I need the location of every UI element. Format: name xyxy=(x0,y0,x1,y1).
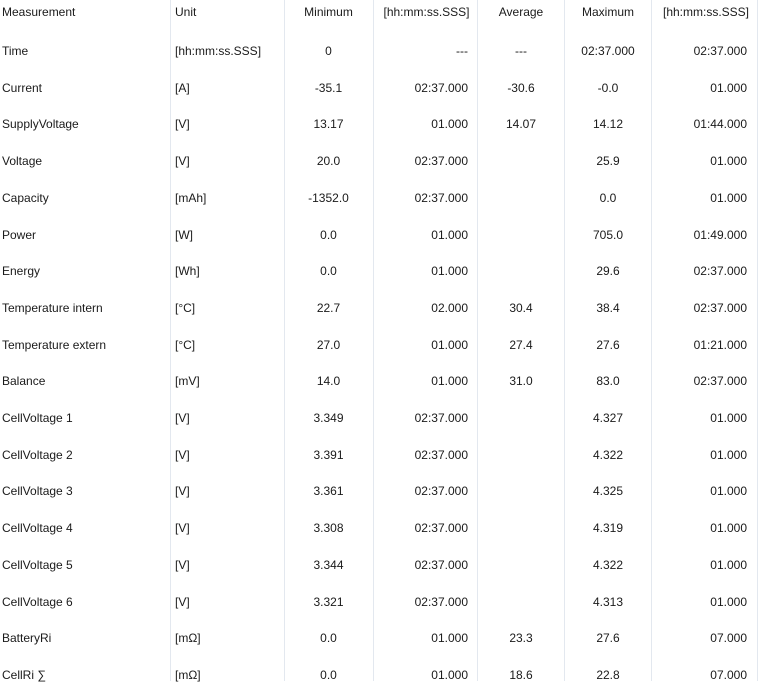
measurement-cell: Voltage xyxy=(2,154,43,168)
max-time-cell: 01.000 xyxy=(710,448,747,462)
max-time-cell: 01.000 xyxy=(710,558,747,572)
unit-cell: [V] xyxy=(175,117,190,131)
measurement-cell: SupplyVoltage xyxy=(2,117,79,131)
min-time-cell: --- xyxy=(456,44,468,58)
table-row[interactable] xyxy=(0,114,768,134)
header-average[interactable]: Average xyxy=(498,5,544,19)
maximum-cell: 22.8 xyxy=(596,668,620,682)
average-cell: 18.6 xyxy=(509,668,533,682)
table-row[interactable] xyxy=(0,628,768,648)
average-cell xyxy=(478,261,564,281)
maximum-cell: 705.0 xyxy=(592,228,624,242)
measurement-cell: CellRi ∑ xyxy=(2,668,46,682)
minimum-cell: 0.0 xyxy=(320,631,337,645)
average-cell xyxy=(478,592,564,612)
max-time-cell: 01.000 xyxy=(710,81,747,95)
min-time-cell: 02:37.000 xyxy=(414,81,468,95)
unit-cell: [hh:mm:ss.SSS] xyxy=(175,44,262,58)
measurement-cell: CellVoltage 1 xyxy=(2,411,73,425)
table-row[interactable] xyxy=(0,408,768,428)
header-min-time[interactable]: [hh:mm:ss.SSS] xyxy=(383,5,470,19)
minimum-cell: 3.321 xyxy=(313,595,344,609)
minimum-cell: 0.0 xyxy=(320,264,337,278)
maximum-cell: -0.0 xyxy=(597,81,619,95)
table-row[interactable] xyxy=(0,298,768,318)
unit-cell: [V] xyxy=(175,154,190,168)
min-time-cell: 01.000 xyxy=(431,631,468,645)
table-row[interactable] xyxy=(0,225,768,245)
table-row[interactable] xyxy=(0,335,768,355)
minimum-cell: -35.1 xyxy=(314,81,343,95)
unit-cell: [mΩ] xyxy=(175,631,201,645)
minimum-cell: 0.0 xyxy=(320,228,337,242)
average-cell: 30.4 xyxy=(509,301,533,315)
maximum-cell: 0.0 xyxy=(599,191,617,205)
unit-cell: [W] xyxy=(175,228,193,242)
measurement-cell: Balance xyxy=(2,374,46,388)
average-cell: 27.4 xyxy=(509,338,533,352)
unit-cell: [mΩ] xyxy=(175,668,201,682)
unit-cell: [V] xyxy=(175,558,190,572)
average-cell: 31.0 xyxy=(509,374,533,388)
max-time-cell: 02:37.000 xyxy=(693,301,747,315)
max-time-cell: 02:37.000 xyxy=(693,264,747,278)
unit-cell: [mAh] xyxy=(175,191,207,205)
max-time-cell: 02:37.000 xyxy=(693,374,747,388)
max-time-cell: 01.000 xyxy=(710,191,747,205)
measurement-cell: CellVoltage 3 xyxy=(2,484,73,498)
max-time-cell: 01.000 xyxy=(710,595,747,609)
max-time-cell: 01:49.000 xyxy=(693,228,747,242)
average-cell xyxy=(478,518,564,538)
minimum-cell: 0.0 xyxy=(320,668,337,682)
maximum-cell: 14.12 xyxy=(592,117,624,131)
minimum-cell: 3.391 xyxy=(313,448,344,462)
table-row[interactable] xyxy=(0,261,768,281)
min-time-cell: 01.000 xyxy=(431,117,468,131)
unit-cell: [°C] xyxy=(175,301,196,315)
max-time-cell: 01.000 xyxy=(710,411,747,425)
maximum-cell: 4.325 xyxy=(592,484,624,498)
min-time-cell: 01.000 xyxy=(431,264,468,278)
measurement-cell: BatteryRi xyxy=(2,631,52,645)
table-header xyxy=(0,2,768,22)
average-cell xyxy=(478,445,564,465)
minimum-cell: 22.7 xyxy=(316,301,341,315)
measurement-cell: CellVoltage 5 xyxy=(2,558,73,572)
table-row[interactable] xyxy=(0,78,768,98)
average-cell xyxy=(478,225,564,245)
header-unit[interactable]: Unit xyxy=(175,5,197,19)
min-time-cell: 02:37.000 xyxy=(414,154,468,168)
measurement-cell: Temperature extern xyxy=(2,338,107,352)
maximum-cell: 29.6 xyxy=(596,264,620,278)
min-time-cell: 01.000 xyxy=(431,668,468,682)
min-time-cell: 02:37.000 xyxy=(414,595,468,609)
max-time-cell: 01:21.000 xyxy=(693,338,747,352)
unit-cell: [Wh] xyxy=(175,264,200,278)
maximum-cell: 27.6 xyxy=(596,631,620,645)
unit-cell: [°C] xyxy=(175,338,196,352)
measurement-cell: Energy xyxy=(2,264,41,278)
average-cell: 23.3 xyxy=(509,631,533,645)
unit-cell: [A] xyxy=(175,81,190,95)
measurement-cell: Power xyxy=(2,228,37,242)
measurement-cell: CellVoltage 4 xyxy=(2,521,73,535)
average-cell xyxy=(478,151,564,171)
header-maximum[interactable]: Maximum xyxy=(581,5,634,19)
table-row[interactable] xyxy=(0,518,768,538)
max-time-cell: 01.000 xyxy=(710,154,747,168)
table-row[interactable] xyxy=(0,592,768,612)
measurement-cell: Capacity xyxy=(2,191,49,205)
maximum-cell: 25.9 xyxy=(596,154,620,168)
minimum-cell: 3.361 xyxy=(313,484,344,498)
table-row[interactable] xyxy=(0,555,768,575)
max-time-cell: 07.000 xyxy=(710,631,747,645)
measurement-cell: CellVoltage 6 xyxy=(2,595,73,609)
minimum-cell: 13.17 xyxy=(313,117,344,131)
unit-cell: [V] xyxy=(175,521,190,535)
unit-cell: [V] xyxy=(175,484,190,498)
measurement-cell: CellVoltage 2 xyxy=(2,448,73,462)
minimum-cell: 3.349 xyxy=(313,411,344,425)
min-time-cell: 02.000 xyxy=(431,301,468,315)
maximum-cell: 4.319 xyxy=(592,521,624,535)
minimum-cell: 27.0 xyxy=(316,338,341,352)
table-row[interactable] xyxy=(0,481,768,501)
max-time-cell: 01:44.000 xyxy=(693,117,747,131)
average-cell: --- xyxy=(515,44,527,58)
unit-cell: [V] xyxy=(175,595,190,609)
table-row[interactable] xyxy=(0,151,768,171)
average-cell: 14.07 xyxy=(505,117,537,131)
unit-cell: [mV] xyxy=(175,374,200,388)
average-cell xyxy=(478,555,564,575)
header-measurement[interactable]: Measurement xyxy=(2,5,76,19)
min-time-cell: 01.000 xyxy=(431,374,468,388)
maximum-cell: 4.322 xyxy=(592,448,624,462)
min-time-cell: 02:37.000 xyxy=(414,558,468,572)
min-time-cell: 02:37.000 xyxy=(414,411,468,425)
average-cell xyxy=(478,188,564,208)
maximum-cell: 83.0 xyxy=(596,374,620,388)
min-time-cell: 01.000 xyxy=(431,338,468,352)
maximum-cell: 4.327 xyxy=(592,411,624,425)
average-cell xyxy=(478,408,564,428)
min-time-cell: 02:37.000 xyxy=(414,521,468,535)
min-time-cell: 01.000 xyxy=(431,228,468,242)
unit-cell: [V] xyxy=(175,411,190,425)
unit-cell: [V] xyxy=(175,448,190,462)
table-row[interactable] xyxy=(0,188,768,208)
measurement-cell: Current xyxy=(2,81,43,95)
measurement-cell: Temperature intern xyxy=(2,301,103,315)
measurement-cell: Time xyxy=(2,44,29,58)
header-max-time[interactable]: [hh:mm:ss.SSS] xyxy=(662,5,750,19)
maximum-cell: 02:37.000 xyxy=(581,44,635,58)
table-row[interactable] xyxy=(0,41,768,61)
max-time-cell: 02:37.000 xyxy=(693,44,747,58)
table-row[interactable] xyxy=(0,445,768,465)
minimum-cell: -1352.0 xyxy=(308,191,349,205)
table-row[interactable] xyxy=(0,665,768,685)
minimum-cell: 20.0 xyxy=(316,154,341,168)
table-row[interactable] xyxy=(0,371,768,391)
average-cell xyxy=(478,481,564,501)
min-time-cell: 02:37.000 xyxy=(414,484,468,498)
minimum-cell: 0 xyxy=(325,44,332,58)
minimum-cell: 3.308 xyxy=(313,521,344,535)
maximum-cell: 27.6 xyxy=(596,338,620,352)
maximum-cell: 4.313 xyxy=(592,595,624,609)
maximum-cell: 4.322 xyxy=(592,558,624,572)
max-time-cell: 07.000 xyxy=(710,668,747,682)
average-cell: -30.6 xyxy=(507,81,535,95)
max-time-cell: 01.000 xyxy=(710,484,747,498)
header-minimum[interactable]: Minimum xyxy=(304,5,353,19)
maximum-cell: 38.4 xyxy=(596,301,620,315)
min-time-cell: 02:37.000 xyxy=(414,448,468,462)
minimum-cell: 14.0 xyxy=(316,374,341,388)
minimum-cell: 3.344 xyxy=(313,558,344,572)
max-time-cell: 01.000 xyxy=(710,521,747,535)
min-time-cell: 02:37.000 xyxy=(414,191,468,205)
